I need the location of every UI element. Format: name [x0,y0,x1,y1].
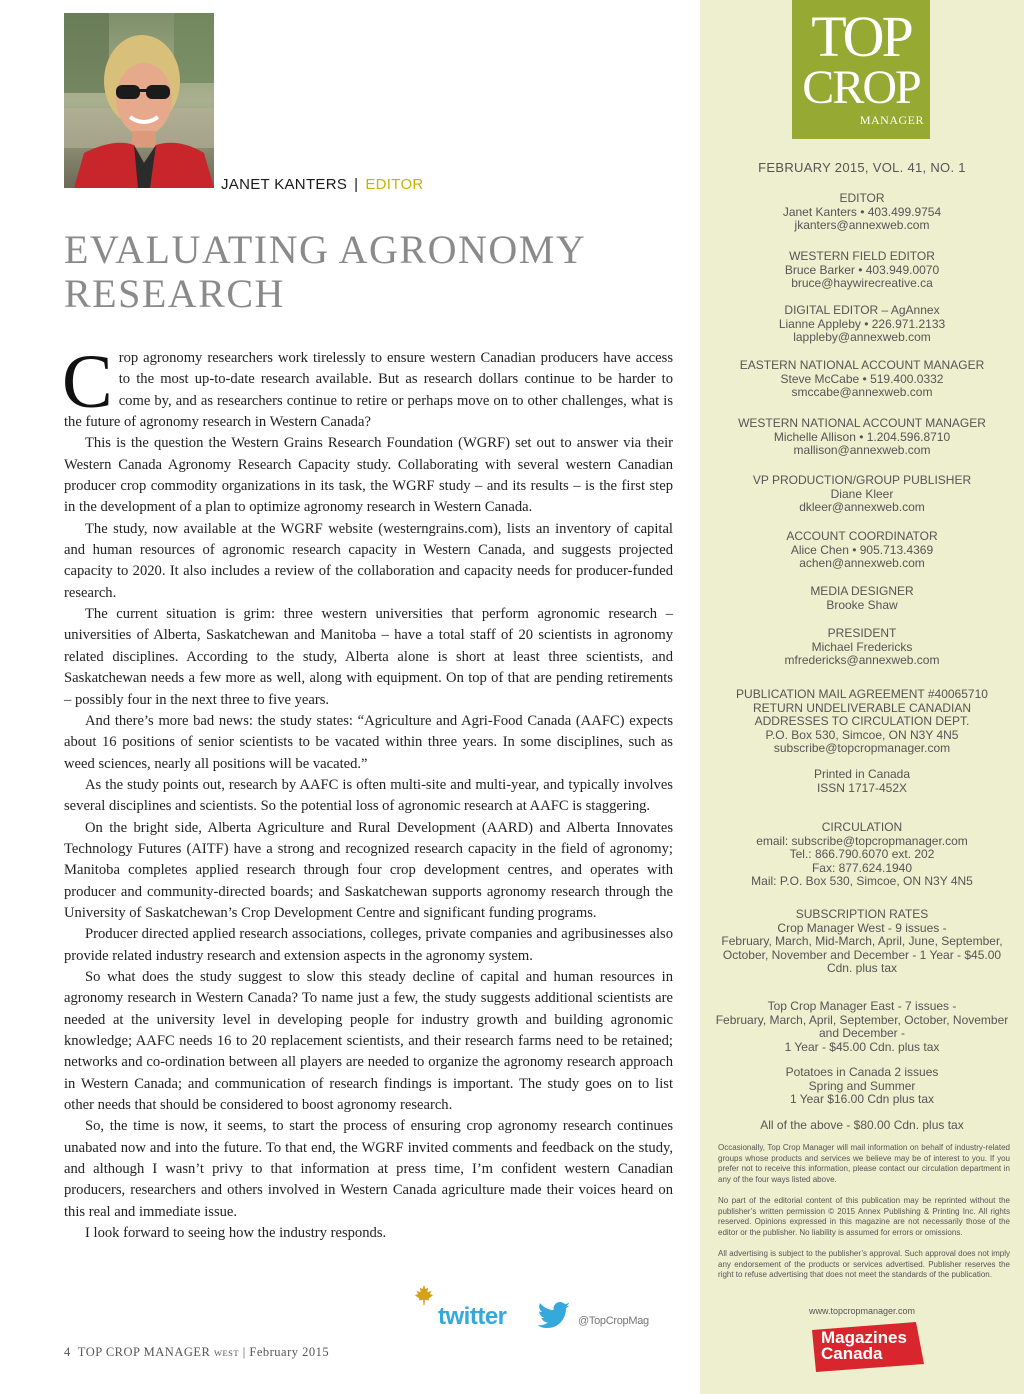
byline-separator: | [354,176,359,193]
masthead-western-field-editor: WESTERN FIELD EDITOR Bruce Barker • 403.949.0070 bruce@haywirecreative.ca [784,249,940,290]
logo-top: TOP [811,4,911,69]
masthead-circulation: CIRCULATION email: subscribe@topcropmanager.com Tel.: 866.790.6070 ext. 202 Fax: 877.624.1940 Mail: P.O. Box 530, Simcoe, ON N3Y 4N5 [751,820,973,888]
footer-magazine: TOP CROP MANAGER [77,1345,211,1359]
masthead-sidebar [700,0,1024,1394]
article-paragraph: So, the time is now, it seems, to start the process of ensuring crop agronomy research continues unabated now and into the future. To that end, the WGRF invited comments and feedback on the study, and although I wasn’t privy to that information at press time, I’m confident western Canadian producers, researchers and others involved in Western Canada agriculture made their voices heard on this real and immediate issue. [64,1118,673,1220]
article-paragraph: So what does the study suggest to slow this steady decline of capital and human resources in agronomy research in Western Canada? To name just a few, the study suggests additional scientists are needed at the university level in developing people for industry growth and building agronomic knowledge; AAFC needs 16 to 20 replacement scientists, and their research farms need to be retained; networks and co-ordination between all players are needed to organize the agronomy research approach in Western Canada; and communication of research findings is important. The study goes on to list other needs that should be considered to boost agronomy research. [64,968,673,1114]
article-paragraph: The current situation is grim: three western universities that perform agronomic research – universities of Alberta, Saskatchewan and Manitoba – have a total staff of 20 scientists in agronomy related disciplines. According to the study, Alberta alone is short at least three scientists, and Saskatchewan needs a few more as well, along with equipment. On top of that are pending retirements – possibly four in the next three to five years. [64,606,673,708]
magazines-canada-text: Magazines Canada [821,1328,907,1363]
footer-edition: WEST [213,1348,240,1358]
masthead-account-coordinator: ACCOUNT COORDINATOR Alice Chen • 905.713.4369 achen@annexweb.com [786,529,938,570]
article-paragraph: As the study points out, research by AAFC is often multi-site and multi-year, and typically involves several disciplines and scientists. So the potential loss of agronomic research at AAFC is staggering. [64,776,673,815]
fine-print-advertising: All advertising is subject to the publisher’s approval. Such approval does not imply any endorsement of the products or services advertised. Publisher reserves the right to refuse advertising that does not meet the standards of the publication. [718,1249,1010,1279]
article-paragraph: On the bright side, Alberta Agriculture and Rural Development (AARD) and Alberta Innovates Technology Futures (AITF) have a strong and recognized research capacity in the field of agronomy; Manitoba completes applied research through four crop development centres, and operates with producer and community-directed boards; and Saskatchewan supports agronomy research through the University of Saskatchewan’s Crop Development Centre and significant funding programs. [64,819,673,921]
article-paragraph: And there’s more bad news: the study states: “Agriculture and Agri-Food Canada (AAFC) expects about 16 positions of senior scientists to be vacated within three years. In some disciplines, such as weed sciences, nearly all positions will be vacated.” [64,712,673,772]
masthead-eastern-account-manager: EASTERN NATIONAL ACCOUNT MANAGER Steve McCabe • 519.400.0332 smccabe@annexweb.com [739,358,985,399]
byline [221,176,424,193]
masthead-printed-in-canada: Printed in Canada ISSN 1717-452X [813,767,911,795]
fine-print-copyright: No part of the editorial content of this publication may be reprinted without the publisher’s written permission © 2015 Annex Publishing & Printing Inc. All rights reserved. Opinions expressed in this magazine are not necessarily those of the editor or the publisher. No liability is assumed for errors or omissions. [718,1196,1010,1237]
top-crop-manager-logo [792,0,930,139]
article-paragraph: Producer directed applied research associations, colleges, private companies and agribusinesses also provide related industry research and extension aspects in the agronomy system. [64,926,673,964]
fine-print-mailing: Occasionally, Top Crop Manager will mail information on behalf of industry-related groups whose products and services we believe may be of interest to you. If you prefer not to receive this information, please contact our circulation department in any of the four ways listed above. [718,1143,1010,1184]
masthead-media-designer: MEDIA DESIGNER Brooke Shaw [810,584,914,612]
maple-leaf-icon [413,1284,435,1311]
headline-line-1: EVALUATING AGRONOMY [64,227,587,272]
masthead-vp-production: VP PRODUCTION/GROUP PUBLISHER Diane Kleer dkleer@annexweb.com [752,473,972,514]
masthead-subscription-rates: SUBSCRIPTION RATES Crop Manager West - 9 issues - February, March, Mid-March, April, June, September, October, November and December - 1 Year - $45.00 Cdn. plus tax [721,907,1003,975]
article-headline [64,228,664,316]
editor-photo [64,13,214,188]
article-body [62,340,673,1244]
masthead-president: PRESIDENT Michael Fredericks mfredericks@annexweb.com [784,626,940,667]
twitter-bird-icon[interactable] [537,1302,571,1333]
drop-cap: C [62,340,113,424]
page-number: 4 [64,1345,71,1359]
logo-crop: CROP [802,61,920,114]
masthead-publication-mail: PUBLICATION MAIL AGREEMENT #40065710 RETURN UNDELIVERABLE CANADIAN ADDRESSES TO CIRCULATION DEPT. P.O. Box 530, Simcoe, ON N3Y 4N5 subscribe@topcropmanager.com [736,687,988,755]
website-url[interactable]: www.topcropmanager.com [808,1306,916,1316]
issue-info: FEBRUARY 2015, VOL. 41, NO. 1 [758,160,966,175]
footer-date: February 2015 [249,1345,330,1359]
masthead-tcm-east: Top Crop Manager East - 7 issues - February, March, April, September, October, November and December - 1 Year - $45.00 Cdn. plus tax [715,999,1009,1054]
twitter-wordmark[interactable]: twitter [438,1303,507,1330]
author-role: EDITOR [365,176,424,193]
article-paragraph: I look forward to seeing how the industry responds. [85,1225,387,1242]
page-footer [64,1345,329,1360]
twitter-handle[interactable]: @TopCropMag [578,1315,649,1327]
footer-separator: | [242,1345,246,1359]
article-paragraph: This is the question the Western Grains Research Foundation (WGRF) set out to answer via their Western Canada Agronomy Research Capacity study. Collaborating with several western Canadian producer crop commodity organizations in its task, the WGRF study – and its results – is the first step in the development of a plan to optimize agronomy research in Western Canada. [64,435,673,516]
masthead-western-account-manager: WESTERN NATIONAL ACCOUNT MANAGER Michelle Allison • 1.204.596.8710 mallison@annexweb.com [738,416,986,457]
author-name: JANET KANTERS [221,176,348,193]
headline-line-2: RESEARCH [64,271,285,316]
article-paragraph: The study, now available at the WGRF website (westerngrains.com), lists an inventory of capital and human resources of agronomic research capacity in Western Canada, and suggests projected capacity to 2020. It also includes a review of the collaboration and capacity needs for producer-funded research. [64,520,673,601]
logo-manager: MANAGER [859,113,924,127]
masthead-digital-editor: DIGITAL EDITOR – AgAnnex Lianne Appleby • 226.971.2133 lappleby@annexweb.com [778,303,946,344]
masthead-editor: EDITOR Janet Kanters • 403.499.9754 jkanters@annexweb.com [782,191,942,232]
article-paragraph: Crop agronomy researchers work tirelessly to ensure western Canadian producers have access to the most up-to-date research available. But as research dollars continue to be harder to come by, and as researchers continue to retire or perhaps move on to other challenges, what is the future of agronomy research in Western Canada? [62,340,673,431]
masthead-all-of-the-above: All of the above - $80.00 Cdn. plus tax [760,1118,964,1132]
masthead-potatoes: Potatoes in Canada 2 issues Spring and Summer 1 Year $16.00 Cdn plus tax [785,1065,939,1106]
